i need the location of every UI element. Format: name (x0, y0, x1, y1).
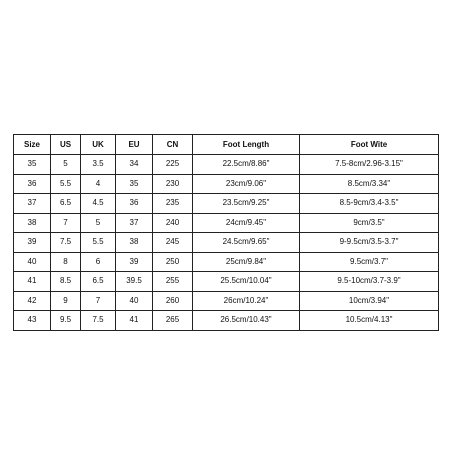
table-row (14, 174, 439, 194)
cell-us: 8 (51, 252, 81, 272)
table-row (14, 213, 439, 233)
cell-eu: 41 (116, 311, 153, 331)
cell-eu: 39 (116, 252, 153, 272)
cell-size: 38 (14, 213, 51, 233)
cell-foot-wite: 8.5cm/3.34" (300, 174, 439, 194)
cell-us: 7 (51, 213, 81, 233)
cell-foot-wite: 9.5cm/3.7" (300, 252, 439, 272)
cell-cn: 250 (153, 252, 193, 272)
cell-foot-wite: 7.5-8cm/2.96-3.15" (300, 155, 439, 175)
cell-uk: 6.5 (81, 272, 116, 292)
cell-cn: 230 (153, 174, 193, 194)
table-row (14, 291, 439, 311)
cell-us: 6.5 (51, 194, 81, 214)
cell-foot-length: 26cm/10.24" (193, 291, 300, 311)
cell-size: 35 (14, 155, 51, 175)
cell-cn: 235 (153, 194, 193, 214)
cell-eu: 35 (116, 174, 153, 194)
cell-eu: 37 (116, 213, 153, 233)
cell-us: 7.5 (51, 233, 81, 253)
cell-foot-wite: 10.5cm/4.13" (300, 311, 439, 331)
cell-foot-length: 25cm/9.84" (193, 252, 300, 272)
cell-uk: 4 (81, 174, 116, 194)
cell-foot-length: 24cm/9.45" (193, 213, 300, 233)
cell-us: 5.5 (51, 174, 81, 194)
cell-uk: 5 (81, 213, 116, 233)
cell-us: 8.5 (51, 272, 81, 292)
cell-foot-wite: 9-9.5cm/3.5-3.7" (300, 233, 439, 253)
cell-cn: 225 (153, 155, 193, 175)
cell-uk: 6 (81, 252, 116, 272)
cell-size: 41 (14, 272, 51, 292)
cell-foot-length: 24.5cm/9.65" (193, 233, 300, 253)
cell-size: 40 (14, 252, 51, 272)
table-row (14, 194, 439, 214)
cell-foot-length: 26.5cm/10.43" (193, 311, 300, 331)
table-row (14, 272, 439, 292)
cell-eu: 39.5 (116, 272, 153, 292)
cell-uk: 7.5 (81, 311, 116, 331)
cell-size: 43 (14, 311, 51, 331)
table-row (14, 155, 439, 175)
cell-cn: 255 (153, 272, 193, 292)
cell-foot-wite: 9cm/3.5" (300, 213, 439, 233)
header-foot-length: Foot Length (193, 135, 300, 155)
cell-foot-length: 23.5cm/9.25" (193, 194, 300, 214)
cell-size: 36 (14, 174, 51, 194)
cell-foot-length: 22.5cm/8.86" (193, 155, 300, 175)
size-chart-header (14, 135, 439, 155)
cell-uk: 4.5 (81, 194, 116, 214)
cell-foot-length: 23cm/9.06" (193, 174, 300, 194)
cell-foot-wite: 10cm/3.94" (300, 291, 439, 311)
cell-uk: 5.5 (81, 233, 116, 253)
cell-foot-length: 25.5cm/10.04" (193, 272, 300, 292)
header-row (14, 135, 439, 155)
cell-cn: 245 (153, 233, 193, 253)
cell-eu: 38 (116, 233, 153, 253)
table-row (14, 252, 439, 272)
header-uk: UK (81, 135, 116, 155)
cell-cn: 240 (153, 213, 193, 233)
cell-us: 5 (51, 155, 81, 175)
cell-us: 9.5 (51, 311, 81, 331)
cell-eu: 34 (116, 155, 153, 175)
table-row (14, 233, 439, 253)
table-row (14, 311, 439, 331)
cell-us: 9 (51, 291, 81, 311)
cell-foot-wite: 9.5-10cm/3.7-3.9" (300, 272, 439, 292)
cell-cn: 265 (153, 311, 193, 331)
cell-foot-wite: 8.5-9cm/3.4-3.5" (300, 194, 439, 214)
size-chart-body (14, 155, 439, 331)
cell-size: 37 (14, 194, 51, 214)
header-us: US (51, 135, 81, 155)
cell-size: 39 (14, 233, 51, 253)
header-size: Size (14, 135, 51, 155)
header-foot-wite: Foot Wite (300, 135, 439, 155)
header-eu: EU (116, 135, 153, 155)
size-chart-table (13, 134, 439, 331)
cell-eu: 40 (116, 291, 153, 311)
cell-eu: 36 (116, 194, 153, 214)
header-cn: CN (153, 135, 193, 155)
cell-uk: 7 (81, 291, 116, 311)
cell-cn: 260 (153, 291, 193, 311)
cell-size: 42 (14, 291, 51, 311)
cell-uk: 3.5 (81, 155, 116, 175)
